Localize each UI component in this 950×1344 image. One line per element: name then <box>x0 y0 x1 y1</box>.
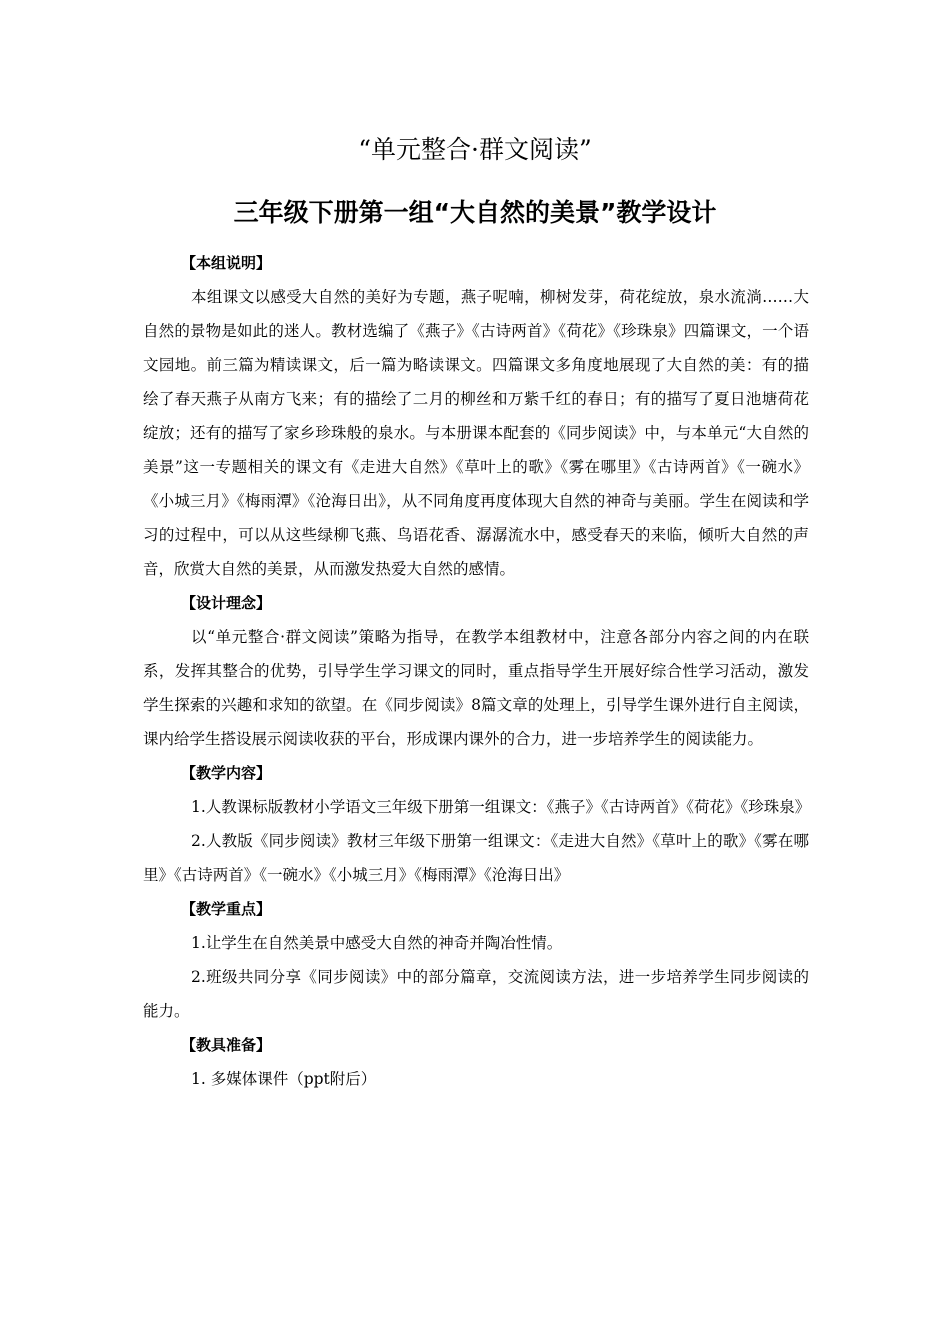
section-teaching-materials <box>143 1028 809 1096</box>
section-teaching-focus <box>143 892 809 1028</box>
section-list-item: 2.班级共同分享《同步阅读》中的部分篇章，交流阅读方法，进一步培养学生同步阅读的能力。 <box>143 968 809 1020</box>
section-paragraph: 以“单元整合·群文阅读”策略为指导，在教学本组教材中，注意各部分内容之间的内在联系，发挥其整合的优势，引导学生学习课文的同时，重点指导学生开展好综合性学习活动，激发学生探索的兴趣和求知的欲望。在《同步阅读》8篇文章的处理上，引导学生课外进行自主阅读，课内给学生搭设展示阅读收获的平台，形成课内课外的合力，进一步培养学生的阅读能力。 <box>143 628 809 748</box>
document-title-line1: “单元整合·群文阅读” <box>358 135 592 164</box>
section-list-item: 2.人教版《同步阅读》教材三年级下册第一组课文：《走进大自然》《草叶上的歌》《雾在哪里》《古诗两首》《一碗水》《小城三月》《梅雨潭》《沧海日出》 <box>143 832 809 884</box>
section-list-item: 1. 多媒体课件（ppt附后） <box>191 1070 377 1088</box>
section-teaching-content <box>143 756 809 892</box>
document-body <box>143 246 809 1096</box>
section-heading: 【教学重点】 <box>181 900 272 918</box>
section-list-item: 1.让学生在自然美景中感受大自然的神奇并陶冶性情。 <box>191 934 563 952</box>
section-group-description <box>143 246 809 586</box>
section-design-concept <box>143 586 809 756</box>
section-heading: 【本组说明】 <box>181 254 272 272</box>
section-heading: 【设计理念】 <box>181 594 272 612</box>
section-heading: 【教具准备】 <box>181 1036 272 1054</box>
document-title-line2: 三年级下册第一组“大自然的美景”教学设计 <box>233 198 717 227</box>
section-list-item: 1.人教课标版教材小学语文三年级下册第一组课文：《燕子》《古诗两首》《荷花》《珍珠泉》 <box>191 798 811 816</box>
section-heading: 【教学内容】 <box>181 764 272 782</box>
section-paragraph: 本组课文以感受大自然的美好为专题，燕子呢喃，柳树发芽，荷花绽放，泉水流淌……大自然的景物是如此的迷人。教材选编了《燕子》《古诗两首》《荷花》《珍珠泉》四篇课文，一个语文园地。前三篇为精读课文，后一篇为略读课文。四篇课文多角度地展现了大自然的美：有的描绘了春天燕子从南方飞来；有的描绘了二月的柳丝和万紫千红的春日；有的描写了夏日池塘荷花绽放；还有的描写了家乡珍珠般的泉水。与本册课本配套的《同步阅读》中，与本单元“大自然的美景”这一专题相关的课文有《走进大自然》《草叶上的歌》《雾在哪里》《古诗两首》《一碗水》《小城三月》《梅雨潭》《沧海日出》，从不同角度再度体现大自然的神奇与美丽。学生在阅读和学习的过程中，可以从这些绿柳飞燕、鸟语花香、潺潺流水中，感受春天的来临，倾听大自然的声音，欣赏大自然的美景，从而激发热爱大自然的感情。 <box>143 288 809 578</box>
